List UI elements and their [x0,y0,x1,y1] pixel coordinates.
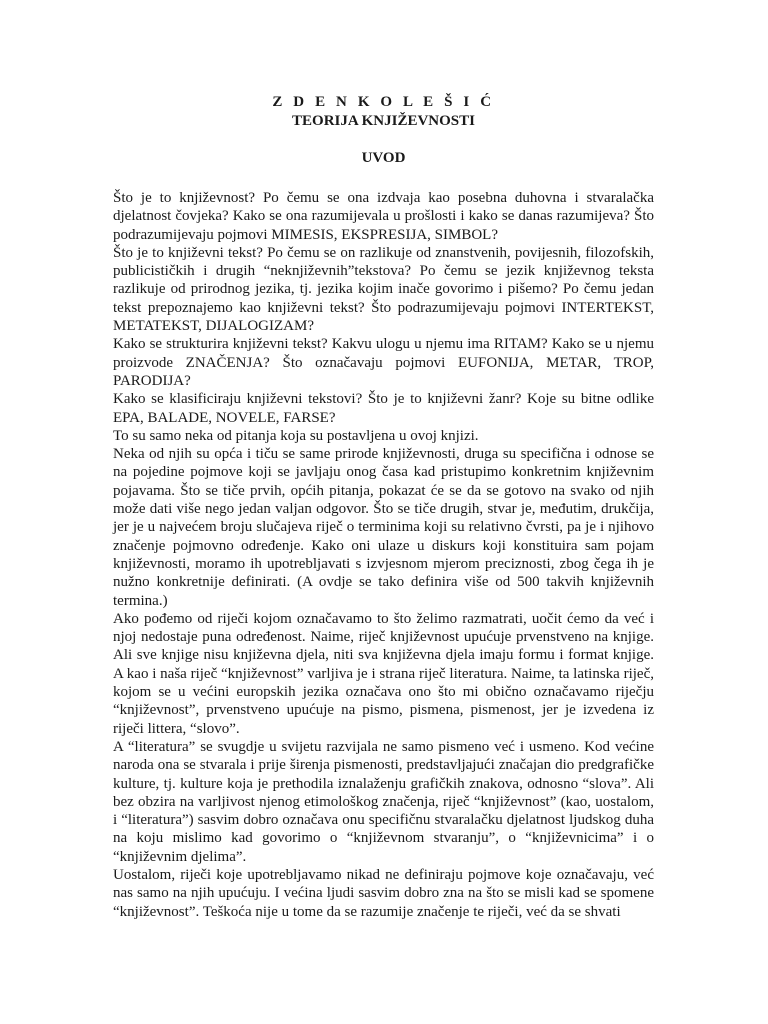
section-title: UVOD [361,150,406,166]
author-name: Z D E N K O L E Š I Ć [272,94,495,110]
paragraph: A “literatura” se svugdje u svijetu razvijala ne samo pismeno već i usmeno. Kod većine naroda ona se stvarala i prije širenja pismenosti, predstavljajući značajan dio predgrafičke kulture, tj. kulture koja je prethodila iznalaženju grafičkih znakova, odnosno “slova”. Ali bez obzira na varljivost njenog etimološkog značenja, riječ “književnost” (kao, uostalom, i “literatura”) sasvim dobro označava onu specifičnu stvaralačku djelatnost ljudskog duha na koju mislimo kad govorimo o “književnom stvaranju”, o “književnicima” i o “književnim djelima”. [113,738,654,865]
paragraph: To su samo neka od pitanja koja su postavljena u ovoj knjizi. [113,427,479,444]
body-text [113,189,654,921]
book-title: TEORIJA KNJIŽEVNOSTI [292,113,475,129]
paragraph: Što je to književnost? Po čemu se ona izdvaja kao posebna duhovna i stvaralačka djelatnost čovjeka? Kako se ona razumijevala u prošlosti i kako se danas razumijeva? Što podrazumijevaju pojmovi MIMESIS, EKSPRESIJA, SIMBOL? [113,190,654,243]
document-page [113,93,654,921]
paragraph: Ako pođemo od riječi kojom označavamo to što želimo razmatrati, uočit ćemo da već i njoj nedostaje puna određenost. Naime, riječ književnost upućuje prvenstveno na knjige. Ali sve knjige nisu književna djela, niti sva književna djela imaju formu i format knjige. A kao i naša riječ “književnost” varljiva je i strana riječ literatura. Naime, ta latinska riječ, kojom se u većini europskih jezika označava ono što mi obično označavamo riječju “književnost”, prvenstveno upućuje na pismo, pismena, pismenost, jer je izvedena iz riječi littera, “slovo”. [113,610,654,737]
paragraph: Uostalom, riječi koje upotrebljavamo nikad ne definiraju pojmove koje označavaju, već nas samo na njih upućuju. I većina ljudi sasvim dobro zna na što se misli kad se spomene “književnost”. Teškoća nije u tome da se razumije značenje te riječi, već da se shvati [113,866,654,920]
paragraph: Neka od njih su opća i tiču se same prirode književnosti, druga su specifična i odnose se na pojedine pojmove koji se javljaju onog časa kad pristupimo konkretnim književnim pojavama. Što se tiče prvih, općih pitanja, pokazat će se da se gotovo na svako od njih može dati više nego jedan valjan odgovor. Što se tiče drugih, stvar je, međutim, drukčija, jer je u najvećem broju slučajeva riječ o terminima koji su relativno čvrsti, pa je i njihovo značenje pojmovno određenje. Kako oni ulaze u diskurs koji konstituira sam pojam književnosti, moramo ih upotrebljavati s izvjesnom mjerom preciznosti, zbog čega ih je nužno konkretnije definirati. (A ovdje se tako definira više od 500 takvih književnih termina.) [113,446,654,609]
paragraph: Kako se klasificiraju književni tekstovi? Što je to književni žanr? Koje su bitne odlike EPA, BALADE, NOVELE, FARSE? [113,391,654,426]
paragraph: Kako se strukturira književni tekst? Kakvu ulogu u njemu ima RITAM? Kako se u njemu proizvode ZNAČENJA? Što označavaju pojmovi EUFONIJA, METAR, TROP, PARODIJA? [113,336,654,389]
paragraph: Što je to književni tekst? Po čemu se on razlikuje od znanstvenih, povijesnih, filozofskih, publicističkih i drugih “neknjiževnih”tekstova? Po čemu se jezik književnog teksta razlikuje od prirodnog jezika, tj. jezika kojim inače govorimo i pišemo? Po čemu jedan tekst prepoznajemo kao književni tekst? Što podrazumijevaju pojmovi INTERTEKST, METATEKST, DIJALOGIZAM? [113,244,654,335]
